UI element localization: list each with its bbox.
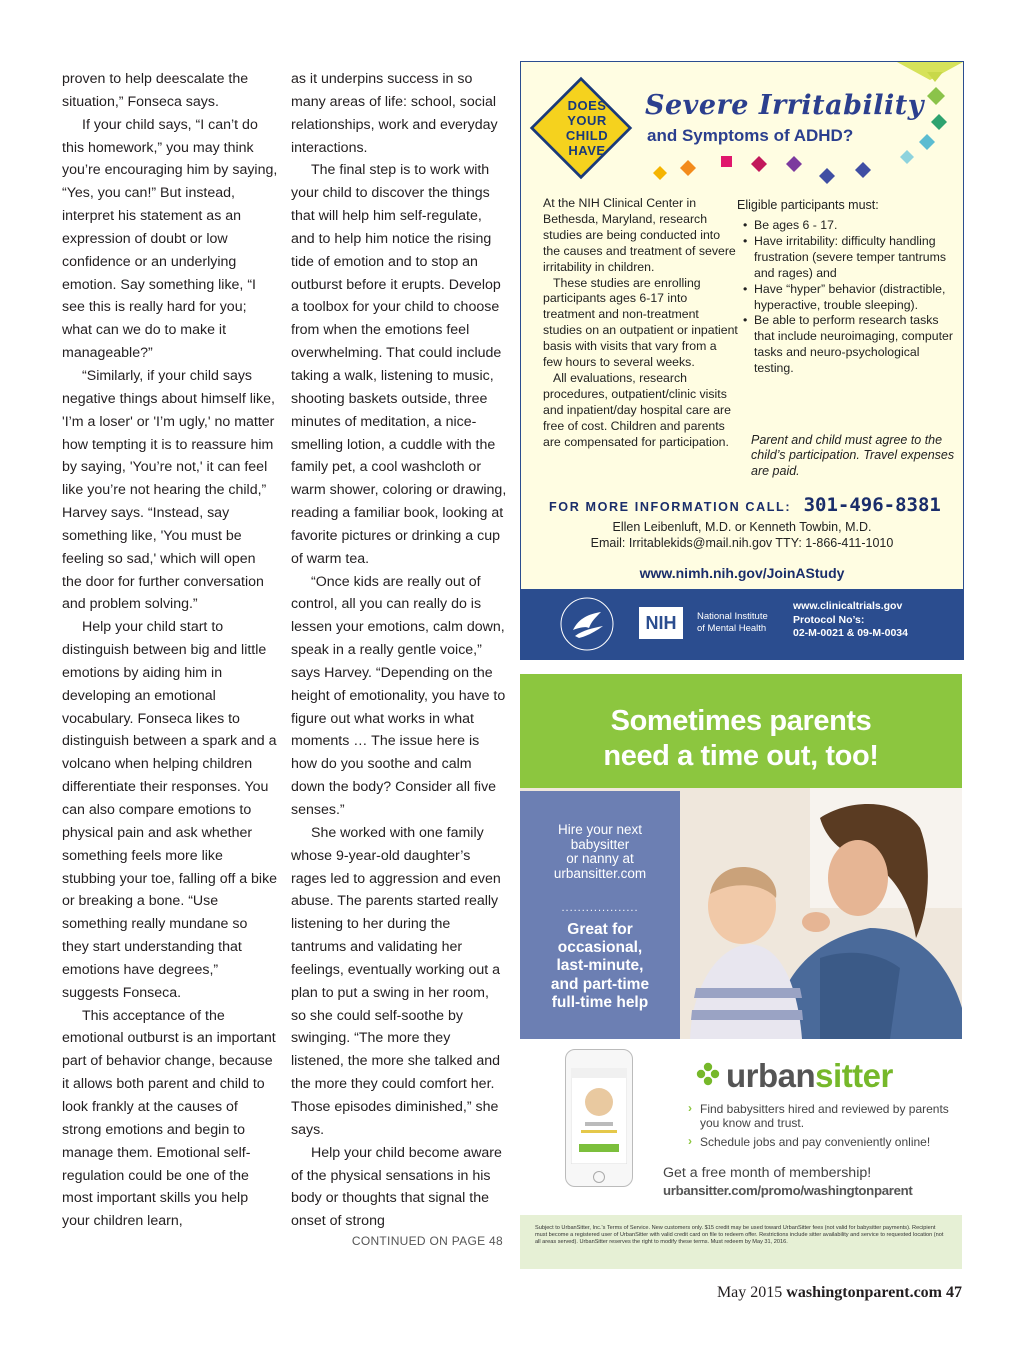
article-paragraph: This acceptance of the emotional outburst is an important part of behavior change, because it allows both parent and child to look frankly at the causes of strong emotions and begin to manage them. Emotional self-regulation could be one of the most important skills you help your children learn, — [62, 1007, 276, 1230]
nimh-name-line: of Mental Health — [697, 623, 767, 634]
eligibility-item: • Be ages 6 - 17. — [741, 218, 959, 234]
article-column-1 — [62, 68, 278, 1233]
headline-line: need a time out, too! — [603, 740, 879, 772]
contact-email[interactable]: Email: Irritablekids@mail.nih.gov TTY: 1-866-411-1010 — [590, 535, 894, 550]
promo-line: last-minute, — [556, 957, 644, 975]
study-paragraph: At the NIH Clinical Center in Bethesda, Maryland, research studies are being conducted into the causes and treatment of severe irritability in children. — [543, 196, 736, 274]
confetti-icon — [651, 72, 963, 192]
promo-line: Great for — [567, 921, 633, 938]
ad-subheadline: and Symptoms of ADHD? — [647, 126, 854, 145]
sign-line: HAVE — [568, 143, 606, 158]
article-paragraph: Help your child become aware of the physical sensations in his body or thoughts that signal the onset of strong — [291, 1144, 502, 1230]
issue-date: May 2015 — [716, 1284, 783, 1301]
contact-names: Ellen Leibenluft, M.D. or Kenneth Towbin, M.D. — [612, 520, 872, 534]
study-url-link[interactable]: www.nimh.nih.gov/JoinAStudy — [639, 565, 845, 581]
fine-print-text: Subject to UrbanSitter, Inc.'s Terms of Service. New customers only. $15 credit may be used toward UrbanSitter fees (not valid for babysitter payments). Recipient must become a registered user of UrbanSitter with valid credit card on file to redeem offer. Restrictions include sitter availability and service to requested location (not all areas served). UrbanSitter reserves the right to modify these terms. Must redeem by May 31, 2016. — [535, 1225, 944, 1246]
logo-part: sitter — [815, 1057, 893, 1094]
sponsor-bar — [521, 589, 963, 659]
feature-item: › Find babysitters hired and reviewed by parents you know and trust. — [686, 1102, 956, 1130]
study-description — [543, 196, 739, 451]
promo-great-for — [520, 921, 680, 1012]
clinicaltrials-link[interactable]: www.clinicaltrials.gov — [793, 600, 903, 612]
ad-headline: Severe Irritability — [645, 90, 924, 121]
eligibility-item: • Have irritability: difficulty handling frustration (severe temper tantrums and rages) and — [741, 234, 959, 282]
article-paragraph: Help your child start to distinguish between big and little emotions by aiding him in developing an emotional vocabulary. Fonseca likes to distinguish between a spark and a volcano when helping children differentiate their responses. You can also compare emotions to physical pain and ask whether something feels more like stubbing your toe, falling off a bike or breaking a bone. “Use something really mundane so they start understanding that emotions have degrees,” suggests Fonseca. — [62, 619, 278, 1001]
phone-screen-icon — [571, 1068, 627, 1164]
free-month-offer: Get a free month of membership! — [663, 1165, 872, 1181]
call-row — [549, 494, 949, 516]
fine-print — [520, 1215, 962, 1269]
hhs-eagle-seal-icon — [559, 596, 615, 652]
nimh-name-line: National Institute — [697, 611, 768, 622]
sign-line: YOUR — [567, 113, 607, 128]
nih-study-ad — [520, 61, 964, 660]
promo-hire-text — [520, 823, 680, 881]
article-paragraph: as it underpins success in so many areas of life: school, social relationships, work and everyday interactions. — [291, 71, 498, 156]
home-button-icon — [592, 1170, 606, 1184]
nimh-name — [697, 611, 768, 635]
site-name: washingtonparent.com — [786, 1284, 942, 1301]
agreement-note: Parent and child must agree to the child’s participation. Travel expenses are paid. — [751, 433, 955, 478]
eligibility-heading: Eligible participants must: — [737, 198, 879, 212]
dotted-divider: ................... — [561, 902, 639, 914]
page-number: 47 — [946, 1284, 962, 1301]
article-column-2 — [291, 68, 507, 1233]
sign-text — [541, 98, 633, 158]
promo-line: urbansitter.com — [553, 865, 647, 881]
article-paragraph: If your child says, “I can’t do this homework,” you may think you’re encouraging him by saying, “Yes, you can!” But instead, interpret his statement as an expression of doubt or low confidence or an underlying emotion. Say something like, “I see this is really hard for you; what can we do to make it manageable?” — [62, 116, 278, 362]
protocol-numbers: 02-M-0021 & 09-M-0034 — [793, 627, 908, 639]
promo-url-link[interactable]: urbansitter.com/promo/washingtonparent — [663, 1183, 913, 1198]
page-footer — [717, 1284, 962, 1302]
feature-list — [686, 1102, 956, 1154]
contacts — [521, 520, 963, 551]
study-paragraph: These studies are enrolling participants ages 6-17 into treatment and non-treatment studies on an outpatient or inpatient basis with visits that vary from a few hours to several weeks. — [543, 275, 738, 370]
urbansitter-logo — [726, 1057, 893, 1095]
continued-note: CONTINUED ON PAGE 48 — [351, 1234, 503, 1248]
nih-logo: NIH — [639, 607, 683, 639]
eligibility-item: • Have “hyper” behavior (distractible, hyperactive, trouble sleeping). — [741, 282, 959, 314]
sign-line: CHILD — [565, 128, 609, 143]
article-paragraph: proven to help deescalate the situation,” Fonseca says. — [62, 71, 249, 110]
article-paragraph: The final step is to work with your child to discover the things that will help him self-regulate, and to help him notice the rising tide of emotion and to stop an outburst before it erupts. Develop a toolbox for your child to choose from when the emotions feel overwhelming. That could include taking a walk, listening to music, shooting baskets outside, three minutes of meditation, a nice-smelling lotion, a cuddle with the family pet, a cool washcloth or warm shower, coloring or drawing, reading a familiar book, looking at favorite pictures or drinking a cup of warm tea. — [291, 162, 507, 567]
promo-line: or nanny at — [566, 851, 634, 866]
phone-number[interactable]: 301-496-8381 — [803, 494, 941, 516]
article-paragraph: She worked with one family whose 9-year-old daughter’s rages led to aggression and even abuse. The parents started really listening to her during the tantrums and validating her feelings, eventually working out a plan to put a swing in her room, so she could self-soothe by swinging. “The more they listened, the more she talked and the more they could comfort her. Those episodes diminished,” she says. — [291, 824, 501, 1138]
urbansitter-ad — [520, 674, 962, 1269]
urbansitter-flower-logo-icon — [696, 1062, 720, 1086]
call-label: FOR MORE INFORMATION CALL: — [549, 500, 792, 514]
smartphone-app-image — [565, 1049, 633, 1187]
promo-line: babysitter — [570, 836, 630, 852]
eligibility-item: • Be able to perform research tasks that include neuroimaging, computer tasks and neuro-psychological testing. — [741, 313, 959, 377]
study-paragraph: All evaluations, research procedures, outpatient/clinic visits and inpatient/day hospital care are free of cost. Children and parents are compensated for participation. — [543, 370, 731, 449]
protocol-info — [793, 600, 908, 641]
ad-header-band — [520, 674, 962, 788]
eligibility-list — [741, 218, 959, 377]
sign-line: DOES — [567, 98, 607, 113]
promo-line: occasional, — [557, 939, 643, 957]
promo-panel — [520, 791, 680, 1039]
protocol-label: Protocol No’s: — [793, 613, 865, 626]
promo-line: full-time help — [551, 993, 649, 1011]
headline-line: Sometimes parents — [610, 705, 872, 737]
article-paragraph: “Similarly, if your child says negative things about himself like, 'I’m a loser' or 'I’m ugly,' no matter how tempting it is to reassure him by saying, 'You’re not,' it can feel like you’re not hearing the child,” Harvey says. “Instead, say something like, 'You must be feeling so sad,' which will open the door for further conversation and problem solving.” — [62, 367, 275, 613]
ad-headline — [520, 704, 962, 774]
article-paragraph: “Once kids are really out of control, all you can really do is lessen your emotions, calm down, speak in a really gentle voice,” says Harvey. “Depending on the height of emotionality, you have to figure out what works in what moments … The issue here is how do you soothe and calm down the body? Consider all five senses.” — [291, 573, 506, 818]
promo-line: and part-time — [550, 975, 650, 993]
logo-part: urban — [726, 1057, 816, 1094]
promo-line: Hire your next — [557, 822, 643, 837]
feature-item: › Schedule jobs and pay conveniently online! — [686, 1135, 956, 1149]
